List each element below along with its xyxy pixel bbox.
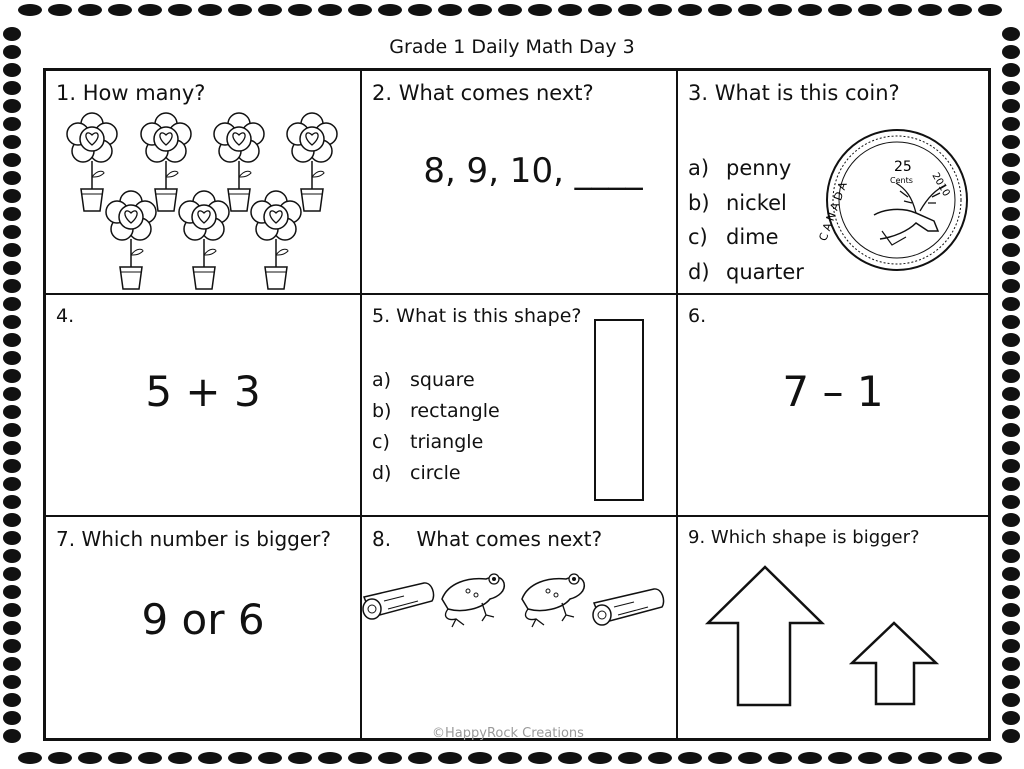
border-dot — [1002, 693, 1020, 707]
border-dot — [288, 4, 312, 16]
addition-problem: 5 + 3 — [145, 367, 261, 416]
question-5-cell — [362, 295, 678, 517]
border-dot — [3, 531, 21, 545]
border-dot — [468, 752, 492, 764]
border-dot — [3, 405, 21, 419]
question-2-prompt: 2. What comes next? — [372, 81, 594, 105]
border-dot — [528, 752, 552, 764]
border-dot — [348, 4, 372, 16]
border-dot — [1002, 279, 1020, 293]
border-dot — [618, 4, 642, 16]
border-dot — [348, 752, 372, 764]
border-dot — [1002, 729, 1020, 743]
border-dot — [588, 752, 612, 764]
border-dot — [3, 549, 21, 563]
border-dot — [1002, 567, 1020, 581]
log-frog-pattern — [362, 557, 678, 637]
svg-text:CANADA: CANADA — [816, 177, 851, 243]
border-dot — [3, 639, 21, 653]
svg-text:2010: 2010 — [929, 171, 952, 199]
border-dot — [1002, 117, 1020, 131]
number-comparison: 9 or 6 — [141, 595, 265, 644]
border-dot — [3, 81, 21, 95]
question-grid — [43, 68, 991, 741]
option-d: d) quarter — [688, 259, 804, 284]
border-dot — [948, 752, 972, 764]
border-dot — [1002, 387, 1020, 401]
border-dot — [1002, 243, 1020, 257]
border-dot — [948, 4, 972, 16]
border-dot — [288, 752, 312, 764]
border-dot — [1002, 225, 1020, 239]
border-dot — [168, 4, 192, 16]
question-8-prompt: 8. What comes next? — [372, 527, 603, 551]
border-dot — [3, 423, 21, 437]
border-dot — [3, 189, 21, 203]
border-dot — [1002, 603, 1020, 617]
option-c: c) dime — [688, 225, 779, 249]
border-dot — [3, 495, 21, 509]
border-dot — [3, 369, 21, 383]
border-dot — [1002, 477, 1020, 491]
border-dot — [78, 752, 102, 764]
question-3-cell — [678, 71, 988, 295]
border-dot — [3, 621, 21, 635]
worksheet-title: Grade 1 Daily Math Day 3 — [389, 36, 635, 58]
border-dot — [3, 477, 21, 491]
question-6-number: 6. — [688, 305, 707, 327]
question-3-prompt: 3. What is this coin? — [688, 81, 900, 105]
border-dot — [3, 513, 21, 527]
border-dot — [3, 63, 21, 77]
border-dot — [378, 4, 402, 16]
option-d: d) circle — [372, 462, 461, 484]
border-dot — [3, 135, 21, 149]
border-dot — [918, 752, 942, 764]
border-dot — [168, 752, 192, 764]
border-dot — [3, 153, 21, 167]
border-dot — [3, 729, 21, 743]
border-dot — [1002, 639, 1020, 653]
border-dot — [3, 117, 21, 131]
border-dot — [1002, 333, 1020, 347]
border-dot — [1002, 531, 1020, 545]
border-dot — [738, 4, 762, 16]
quarter-coin-icon — [816, 127, 970, 273]
border-dot — [228, 752, 252, 764]
border-dot — [48, 752, 72, 764]
border-dot — [1002, 513, 1020, 527]
border-dot — [1002, 423, 1020, 437]
border-dot — [768, 752, 792, 764]
option-c: c) triangle — [372, 431, 484, 453]
border-dot — [858, 752, 882, 764]
svg-text:25: 25 — [894, 159, 912, 175]
border-dot — [3, 675, 21, 689]
border-dot — [138, 4, 162, 16]
border-dot — [3, 99, 21, 113]
border-dot — [3, 279, 21, 293]
border-dot — [1002, 63, 1020, 77]
border-dot — [528, 4, 552, 16]
coin-options — [688, 151, 804, 289]
border-dot — [3, 315, 21, 329]
border-dot — [468, 4, 492, 16]
border-dot — [888, 752, 912, 764]
border-dot — [3, 333, 21, 347]
border-dot — [1002, 441, 1020, 455]
border-dot — [648, 752, 672, 764]
border-dot — [3, 657, 21, 671]
border-dot — [708, 752, 732, 764]
border-dot — [1002, 81, 1020, 95]
border-dot — [198, 4, 222, 16]
border-dot — [588, 4, 612, 16]
border-dot — [3, 351, 21, 365]
border-dot — [438, 4, 462, 16]
border-dot — [1002, 135, 1020, 149]
option-b: b) nickel — [688, 190, 787, 215]
question-1-cell — [46, 71, 362, 295]
small-arrow-shape — [852, 623, 936, 704]
border-dot — [1002, 99, 1020, 113]
border-dot — [48, 4, 72, 16]
border-dot — [3, 207, 21, 221]
question-7-cell — [46, 517, 362, 738]
big-arrow-shape — [708, 567, 822, 705]
border-dot — [1002, 261, 1020, 275]
border-dot — [618, 752, 642, 764]
flowers-picture — [54, 107, 354, 292]
subtraction-problem: 7 – 1 — [782, 367, 884, 416]
border-dot — [228, 4, 252, 16]
border-dot — [3, 171, 21, 185]
border-dot — [1002, 153, 1020, 167]
border-dot — [1002, 297, 1020, 311]
border-dot — [558, 752, 582, 764]
question-6-cell — [678, 295, 988, 517]
question-1-prompt: 1. How many? — [56, 81, 206, 105]
border-dot — [1002, 621, 1020, 635]
border-dot — [798, 752, 822, 764]
border-dot — [678, 752, 702, 764]
border-dot — [18, 4, 42, 16]
border-dot — [18, 752, 42, 764]
border-dot — [828, 752, 852, 764]
border-dot — [438, 752, 462, 764]
border-dot — [3, 243, 21, 257]
border-dot — [318, 752, 342, 764]
rectangle-shape — [594, 319, 644, 501]
border-dot — [1002, 495, 1020, 509]
border-dot — [498, 4, 522, 16]
border-dot — [318, 4, 342, 16]
border-dot — [888, 4, 912, 16]
border-dot — [558, 4, 582, 16]
border-dot — [258, 4, 282, 16]
border-dot — [1002, 585, 1020, 599]
border-dot — [978, 752, 1002, 764]
option-b: b) rectangle — [372, 400, 500, 422]
border-dot — [738, 752, 762, 764]
border-dot — [1002, 675, 1020, 689]
border-dot — [3, 693, 21, 707]
arrow-shapes — [678, 517, 988, 738]
border-dot — [3, 567, 21, 581]
border-dot — [648, 4, 672, 16]
border-dot — [408, 752, 432, 764]
border-dot — [378, 752, 402, 764]
svg-text:Cents: Cents — [890, 176, 913, 185]
border-dot — [3, 603, 21, 617]
border-dot — [1002, 459, 1020, 473]
shape-options — [372, 365, 500, 489]
border-dot — [1002, 189, 1020, 203]
question-7-prompt: 7. Which number is bigger? — [56, 527, 332, 551]
border-dot — [3, 441, 21, 455]
border-dot — [3, 459, 21, 473]
border-dot — [108, 4, 132, 16]
border-dot — [408, 4, 432, 16]
border-dot — [678, 4, 702, 16]
border-dot — [768, 4, 792, 16]
border-dot — [1002, 351, 1020, 365]
number-sequence: 8, 9, 10, ____ — [423, 151, 643, 191]
border-dot — [1002, 171, 1020, 185]
option-a: a) penny — [688, 156, 792, 180]
border-dot — [708, 4, 732, 16]
border-dot — [828, 4, 852, 16]
question-2-cell — [362, 71, 678, 295]
question-4-number: 4. — [56, 305, 75, 327]
question-5-prompt: 5. What is this shape? — [372, 305, 582, 327]
border-dot — [3, 261, 21, 275]
question-9-prompt: 9. Which shape is bigger? — [688, 527, 920, 548]
border-dot — [1002, 711, 1020, 725]
border-dot — [918, 4, 942, 16]
border-dot — [978, 4, 1002, 16]
border-dot — [858, 4, 882, 16]
border-dot — [3, 711, 21, 725]
border-dot — [258, 752, 282, 764]
border-dot — [3, 387, 21, 401]
border-dot — [798, 4, 822, 16]
border-dot — [138, 752, 162, 764]
question-8-cell — [362, 517, 678, 738]
option-a: a) square — [372, 369, 475, 391]
border-dot — [78, 4, 102, 16]
border-dot — [1002, 549, 1020, 563]
border-dot — [1002, 207, 1020, 221]
question-9-cell — [678, 517, 988, 738]
border-dot — [1002, 657, 1020, 671]
border-dot — [1002, 405, 1020, 419]
border-dot — [3, 225, 21, 239]
question-4-cell — [46, 295, 362, 517]
border-dot — [498, 752, 522, 764]
border-dot — [1002, 369, 1020, 383]
border-dot — [3, 297, 21, 311]
border-dot — [1002, 315, 1020, 329]
border-dot — [198, 752, 222, 764]
border-dot — [3, 585, 21, 599]
border-dot — [108, 752, 132, 764]
copyright-notice: ©HappyRock Creations — [432, 726, 584, 741]
